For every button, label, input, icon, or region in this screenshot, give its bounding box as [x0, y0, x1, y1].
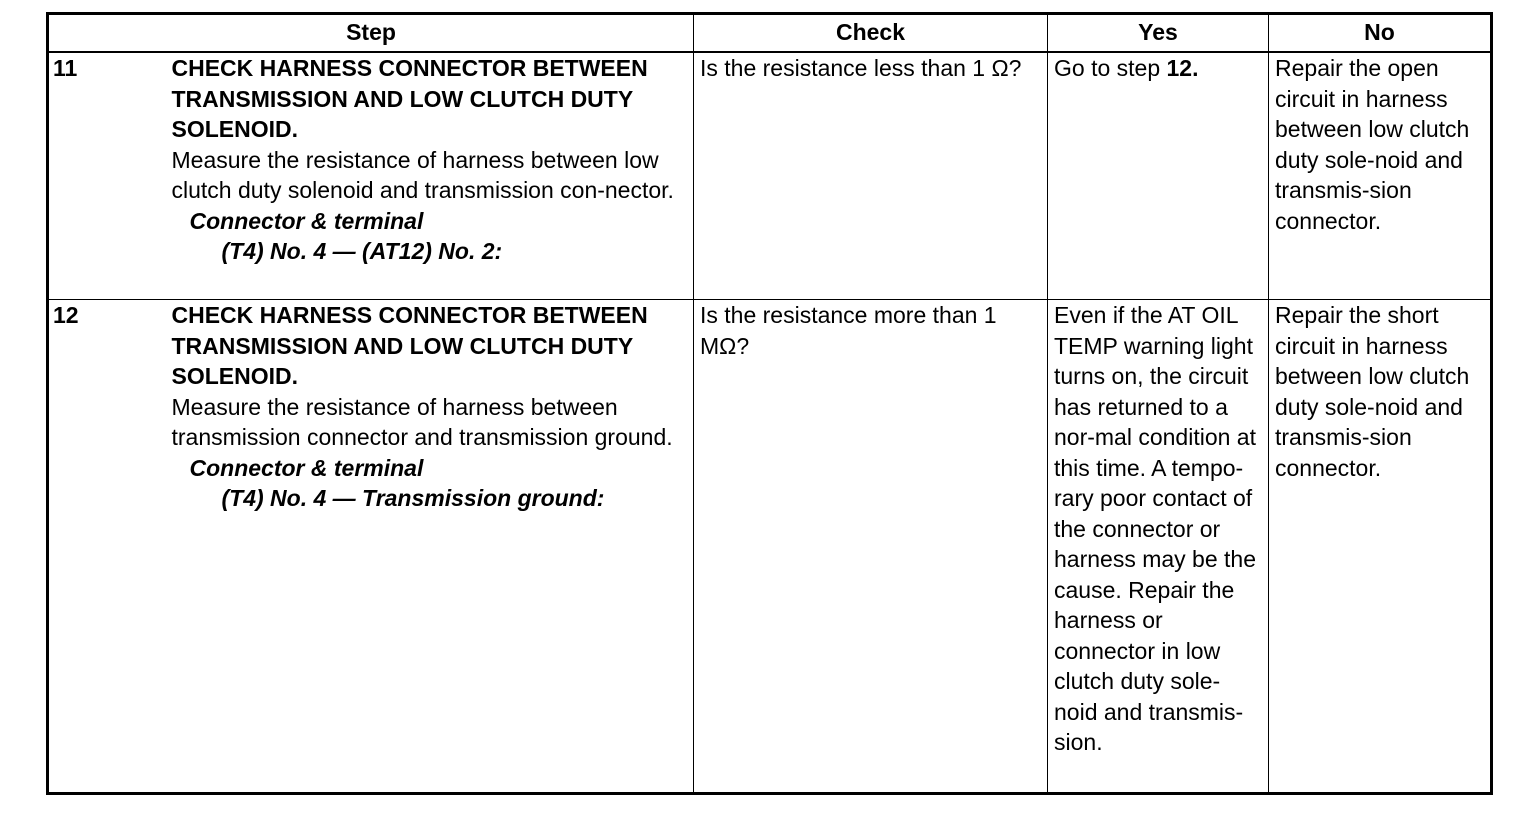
header-yes: Yes: [1048, 14, 1269, 53]
step-description: Measure the resistance of harness between transmission connector and transmission ground.: [171, 393, 673, 450]
check-cell: Is the resistance less than 1 Ω?: [694, 52, 1048, 300]
no-cell: Repair the open circuit in harness between low clutch duty sole-noid and transmis-sion connector.: [1269, 52, 1492, 300]
table-header-row: [48, 14, 1492, 53]
connector-label: Connector & terminal: [189, 454, 424, 481]
yes-cell: Even if the AT OIL TEMP warning light turns on, the circuit has returned to a nor-mal condition at this time. A tempo-rary poor contact of the connector or harness may be the cause. Repair the harness or connector in low clutch duty sole-noid and transmis-sion.: [1048, 300, 1269, 794]
header-check: Check: [694, 14, 1048, 53]
connector-label: Connector & terminal: [189, 207, 424, 234]
yes-prefix: Go to step: [1054, 55, 1167, 81]
no-cell: Repair the short circuit in harness between low clutch duty sole-noid and transmis-sion connector.: [1269, 300, 1492, 794]
diagnostic-table: [46, 12, 1493, 795]
step-title: CHECK HARNESS CONNECTOR BETWEEN TRANSMISSION AND LOW CLUTCH DUTY SOLENOID.: [171, 302, 648, 389]
step-number: 11: [48, 52, 166, 300]
step-cell: [166, 300, 694, 794]
table-row: [48, 52, 1492, 300]
header-step: Step: [48, 14, 694, 53]
header-no: No: [1269, 14, 1492, 53]
step-number: 12: [48, 300, 166, 794]
step-description: Measure the resistance of harness between low clutch duty solenoid and transmission con-nector.: [171, 146, 674, 203]
table-row: [48, 300, 1492, 794]
yes-step-ref: 12.: [1166, 55, 1199, 81]
yes-cell: [1048, 52, 1269, 300]
connector-value: (T4) No. 4 — Transmission ground:: [221, 485, 605, 511]
step-title: CHECK HARNESS CONNECTOR BETWEEN TRANSMISSION AND LOW CLUTCH DUTY SOLENOID.: [171, 55, 648, 142]
connector-value: (T4) No. 4 — (AT12) No. 2:: [221, 238, 503, 264]
step-cell: [166, 52, 694, 300]
check-cell: Is the resistance more than 1 MΩ?: [694, 300, 1048, 794]
